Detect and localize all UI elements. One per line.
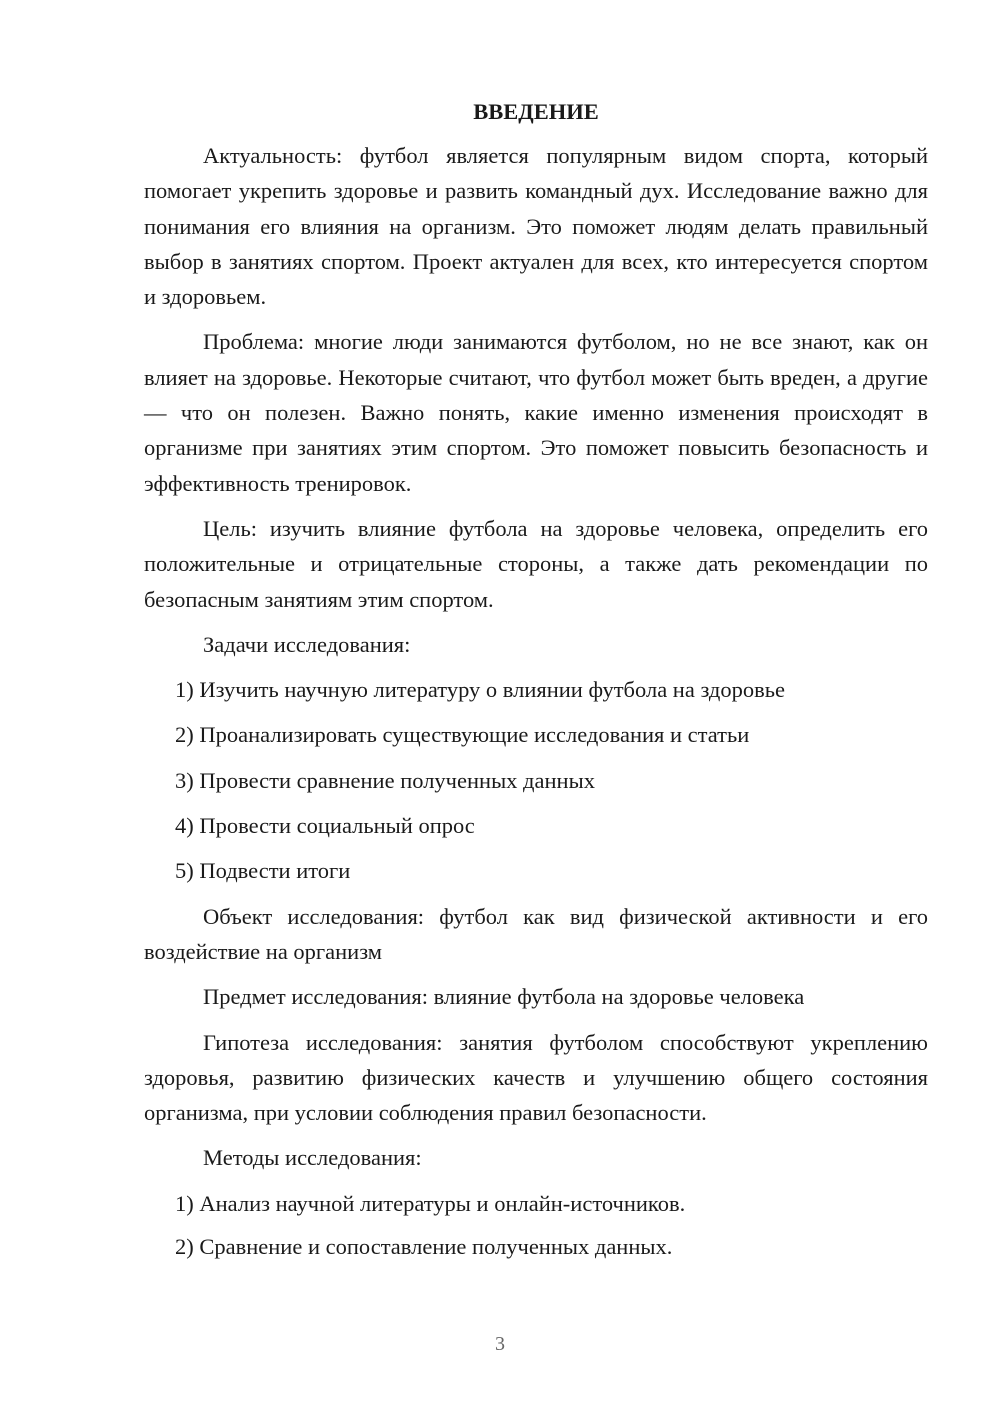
paragraph-object: Объект исследования: футбол как вид физической активности и его воздействие на организм — [144, 903, 928, 964]
paragraph-hypothesis: Гипотеза исследования: занятия футболом способствуют укреплению здоровья, развитию физических качеств и улучшению общего состояния организма, при условии соблюдения правил безопасности. — [144, 1029, 928, 1126]
list-item: 1) Анализ научной литературы и онлайн-источников. — [175, 1190, 686, 1216]
methods-title: Методы исследования: — [203, 1145, 422, 1171]
page-content — [144, 94, 928, 1272]
list-item: 4) Провести социальный опрос — [175, 813, 475, 839]
list-item: 1) Изучить научную литературу о влиянии футбола на здоровье — [175, 677, 786, 703]
tasks-title: Задачи исследования: — [203, 631, 411, 657]
list-item: 3) Провести сравнение полученных данных — [175, 767, 595, 793]
list-item: 2) Сравнение и сопоставление полученных данных. — [175, 1234, 673, 1260]
page-number: 3 — [495, 1333, 505, 1355]
list-item: 2) Проанализировать существующие исследования и статьи — [175, 722, 750, 748]
list-item: 5) Подвести итоги — [175, 858, 351, 884]
paragraph-goal: Цель: изучить влияние футбола на здоровье человека, определить его положительные и отрицательные стороны, а также дать рекомендации по безопасным занятиям этим спортом. — [144, 515, 928, 612]
paragraph-relevance: Актуальность: футбол является популярным видом спорта, который помогает укрепить здоровье и развить командный дух. Исследование важно для понимания его влияния на организм. Это поможет людям делать правильный выбор в занятиях спортом. Проект актуален для всех, кто интересуется спортом и здоровьем. — [144, 143, 928, 310]
section-heading: ВВЕДЕНИЕ — [473, 99, 599, 124]
paragraph-problem: Проблема: многие люди занимаются футболом, но не все знают, как он влияет на здоровье. Некоторые считают, что футбол может быть вреден, а другие — что он полезен. Важно понять, какие именно изменения происходят в организме при занятиях этим спортом. Это поможет повысить безопасность и эффективность тренировок. — [144, 329, 928, 496]
methods-list — [144, 1186, 928, 1265]
paragraph-subject: Предмет исследования: влияние футбола на здоровье человека — [203, 984, 805, 1010]
tasks-list — [144, 672, 928, 888]
